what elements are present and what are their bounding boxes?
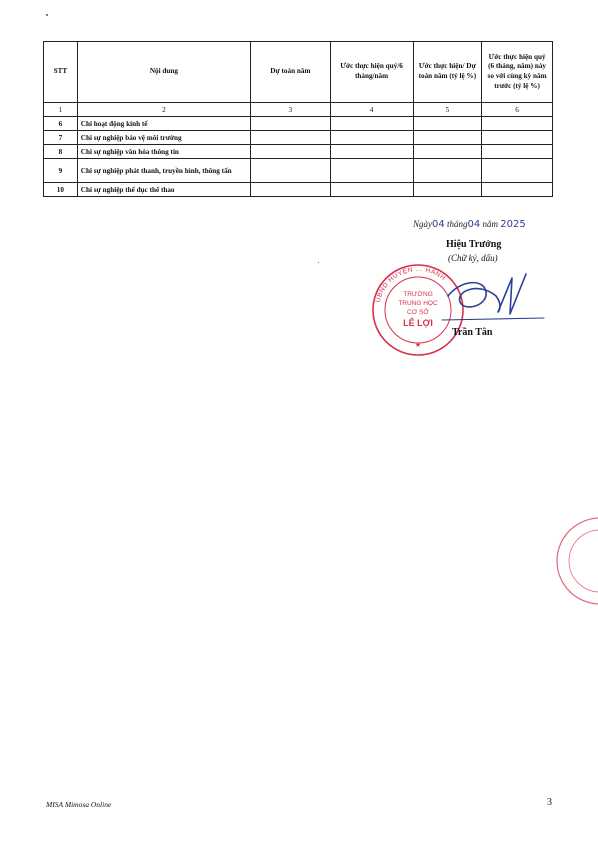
header-stt: STT: [44, 42, 78, 103]
header-content: Nội dung: [77, 42, 250, 103]
empty-cell: [330, 159, 413, 183]
date-year-label: năm: [482, 219, 498, 229]
index-cell: 1: [44, 103, 78, 117]
row-stt: 10: [44, 183, 78, 197]
header-annual-estimate: Dự toán năm: [251, 42, 330, 103]
empty-cell: [251, 159, 330, 183]
table-row: [44, 183, 553, 197]
table-index-row: [44, 103, 553, 117]
empty-cell: [330, 145, 413, 159]
signer-name: Trần Tân: [452, 327, 493, 338]
seal-ring-text: UBND HUYỆN ... HÀNH: [374, 265, 447, 304]
empty-cell: [482, 183, 553, 197]
empty-cell: [251, 183, 330, 197]
row-content: Chi sự nghiệp văn hóa thông tin: [77, 145, 250, 159]
date-prefix: Ngày: [413, 219, 432, 229]
row-content: Chi hoạt động kinh tế: [77, 117, 250, 131]
empty-cell: [251, 117, 330, 131]
row-stt: 6: [44, 117, 78, 131]
budget-table: [43, 41, 553, 197]
empty-cell: [330, 183, 413, 197]
empty-cell: [330, 131, 413, 145]
signer-title: Hiệu Trưởng: [446, 239, 502, 250]
footer-software-name: MISA Mimosa Online: [46, 800, 112, 809]
empty-cell: [482, 131, 553, 145]
seal-line-3: CƠ SỞ: [407, 309, 429, 316]
date-year: 2025: [500, 219, 526, 230]
row-content: Chi sự nghiệp phát thanh, truyền hình, thông tấn: [77, 159, 250, 183]
seal-line-2: TRUNG HỌC: [398, 300, 438, 307]
index-cell: 3: [251, 103, 330, 117]
scan-speck: [46, 14, 48, 16]
index-cell: 6: [482, 103, 553, 117]
empty-cell: [482, 145, 553, 159]
date-day: 04: [432, 219, 445, 230]
empty-cell: [413, 159, 482, 183]
index-cell: 5: [413, 103, 482, 117]
seal-star-icon: ★: [414, 342, 422, 349]
row-stt: 8: [44, 145, 78, 159]
date-month: 04: [467, 219, 481, 230]
header-execution-ratio: Ước thực hiện/ Dự toán năm (tỷ lệ %): [413, 42, 482, 103]
table-row: [44, 159, 553, 183]
seal-line-4: LÊ LỢI: [403, 318, 433, 328]
empty-cell: [251, 145, 330, 159]
row-content: Chi sự nghiệp thể dục thể thao: [77, 183, 250, 197]
seal-line-1: TRƯỜNG: [403, 291, 433, 298]
handwritten-signature: [440, 266, 550, 326]
empty-cell: [413, 117, 482, 131]
row-stt: 9: [44, 159, 78, 183]
empty-cell: [413, 131, 482, 145]
empty-cell: [413, 183, 482, 197]
empty-cell: [251, 131, 330, 145]
index-cell: 2: [77, 103, 250, 117]
date-line: [413, 219, 526, 230]
empty-cell: [413, 145, 482, 159]
header-same-period-ratio: Ước thực hiện quý (6 tháng, năm) này so với cùng kỳ năm trước (tỷ lệ %): [482, 42, 553, 103]
table-header-row: [44, 42, 553, 103]
empty-cell: [482, 159, 553, 183]
page-number: 3: [547, 797, 552, 808]
table-row: [44, 117, 553, 131]
table-row: [44, 145, 553, 159]
row-stt: 7: [44, 131, 78, 145]
index-cell: 4: [330, 103, 413, 117]
header-estimated-execution: Ước thực hiện quý/6 tháng/năm: [330, 42, 413, 103]
row-content: Chi sự nghiệp bảo vệ môi trường: [77, 131, 250, 145]
empty-cell: [330, 117, 413, 131]
date-month-label: tháng: [446, 219, 468, 229]
scan-speck: [318, 262, 319, 263]
signer-subtitle: (Chữ ký, dấu): [448, 253, 498, 263]
partial-seal: [556, 515, 598, 607]
table-row: [44, 131, 553, 145]
empty-cell: [482, 117, 553, 131]
